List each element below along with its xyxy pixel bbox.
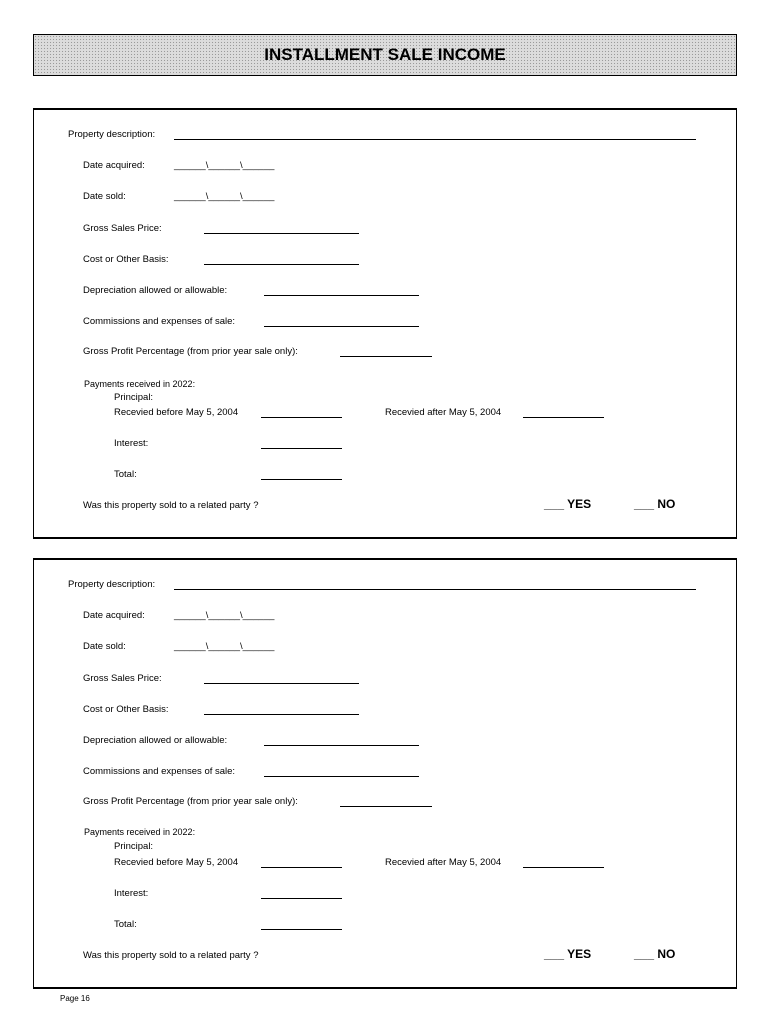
- page-title: INSTALLMENT SALE INCOME: [264, 45, 506, 64]
- date-acquired-field[interactable]: ______\______\______: [174, 610, 275, 621]
- date-sold-field[interactable]: ______\______\______: [174, 191, 275, 202]
- date-acquired-label: Date acquired:: [83, 610, 145, 621]
- date-sold-label: Date sold:: [83, 191, 126, 202]
- cost-basis-label: Cost or Other Basis:: [83, 704, 169, 715]
- property-description-field[interactable]: [174, 139, 696, 140]
- related-party-yes[interactable]: ___ YES: [544, 497, 592, 511]
- gross-sales-price-label: Gross Sales Price:: [83, 223, 162, 234]
- commissions-label: Commissions and expenses of sale:: [83, 316, 236, 327]
- payments-received-label: Payments received in 2022:: [84, 827, 196, 837]
- total-field[interactable]: [261, 479, 342, 480]
- date-acquired-field[interactable]: ______\______\______: [174, 160, 275, 171]
- payments-received-label: Payments received in 2022:: [84, 379, 196, 389]
- gross-profit-pct-label: Gross Profit Percentage (from prior year sale only):: [83, 796, 298, 807]
- gross-sales-price-label: Gross Sales Price:: [83, 673, 162, 684]
- after-may-label: Recevied after May 5, 2004: [385, 857, 502, 868]
- after-may-label: Recevied after May 5, 2004: [385, 407, 502, 418]
- cost-basis-field[interactable]: [204, 264, 359, 265]
- page-number: Page 16: [60, 994, 90, 1003]
- before-may-label: Recevied before May 5, 2004: [114, 407, 239, 418]
- interest-field[interactable]: [261, 898, 342, 899]
- depreciation-label: Depreciation allowed or allowable:: [83, 735, 228, 746]
- before-may-field[interactable]: [261, 417, 342, 418]
- gross-profit-pct-label: Gross Profit Percentage (from prior year sale only):: [83, 346, 298, 357]
- date-acquired-label: Date acquired:: [83, 160, 145, 171]
- depreciation-label: Depreciation allowed or allowable:: [83, 285, 228, 296]
- related-party-yes[interactable]: ___ YES: [544, 947, 592, 961]
- property-description-label: Property description:: [68, 129, 156, 140]
- property-description-label: Property description:: [68, 579, 156, 590]
- date-sold-field[interactable]: ______\______\______: [174, 641, 275, 652]
- related-party-label: Was this property sold to a related party ?: [83, 950, 259, 961]
- total-field[interactable]: [261, 929, 342, 930]
- page-title-bar: [33, 34, 737, 76]
- principal-label: Principal:: [114, 392, 154, 403]
- gross-sales-price-field[interactable]: [204, 233, 359, 234]
- gross-sales-price-field[interactable]: [204, 683, 359, 684]
- gross-profit-pct-field[interactable]: [340, 806, 432, 807]
- before-may-field[interactable]: [261, 867, 342, 868]
- interest-field[interactable]: [261, 448, 342, 449]
- related-party-no[interactable]: ___ NO: [634, 947, 676, 961]
- installment-sale-form-1: [33, 108, 737, 539]
- commissions-label: Commissions and expenses of sale:: [83, 766, 236, 777]
- after-may-field[interactable]: [523, 417, 604, 418]
- after-may-field[interactable]: [523, 867, 604, 868]
- date-sold-label: Date sold:: [83, 641, 126, 652]
- total-label: Total:: [114, 469, 137, 480]
- property-description-field[interactable]: [174, 589, 696, 590]
- installment-sale-form-2: [33, 558, 737, 989]
- gross-profit-pct-field[interactable]: [340, 356, 432, 357]
- depreciation-field[interactable]: [264, 745, 419, 746]
- commissions-field[interactable]: [264, 776, 419, 777]
- principal-label: Principal:: [114, 841, 154, 852]
- cost-basis-field[interactable]: [204, 714, 359, 715]
- related-party-label: Was this property sold to a related party ?: [83, 500, 259, 511]
- before-may-label: Recevied before May 5, 2004: [114, 857, 239, 868]
- commissions-field[interactable]: [264, 326, 419, 327]
- total-label: Total:: [114, 919, 137, 930]
- interest-label: Interest:: [114, 438, 149, 449]
- related-party-no[interactable]: ___ NO: [634, 497, 676, 511]
- cost-basis-label: Cost or Other Basis:: [83, 254, 169, 265]
- depreciation-field[interactable]: [264, 295, 419, 296]
- interest-label: Interest:: [114, 888, 149, 899]
